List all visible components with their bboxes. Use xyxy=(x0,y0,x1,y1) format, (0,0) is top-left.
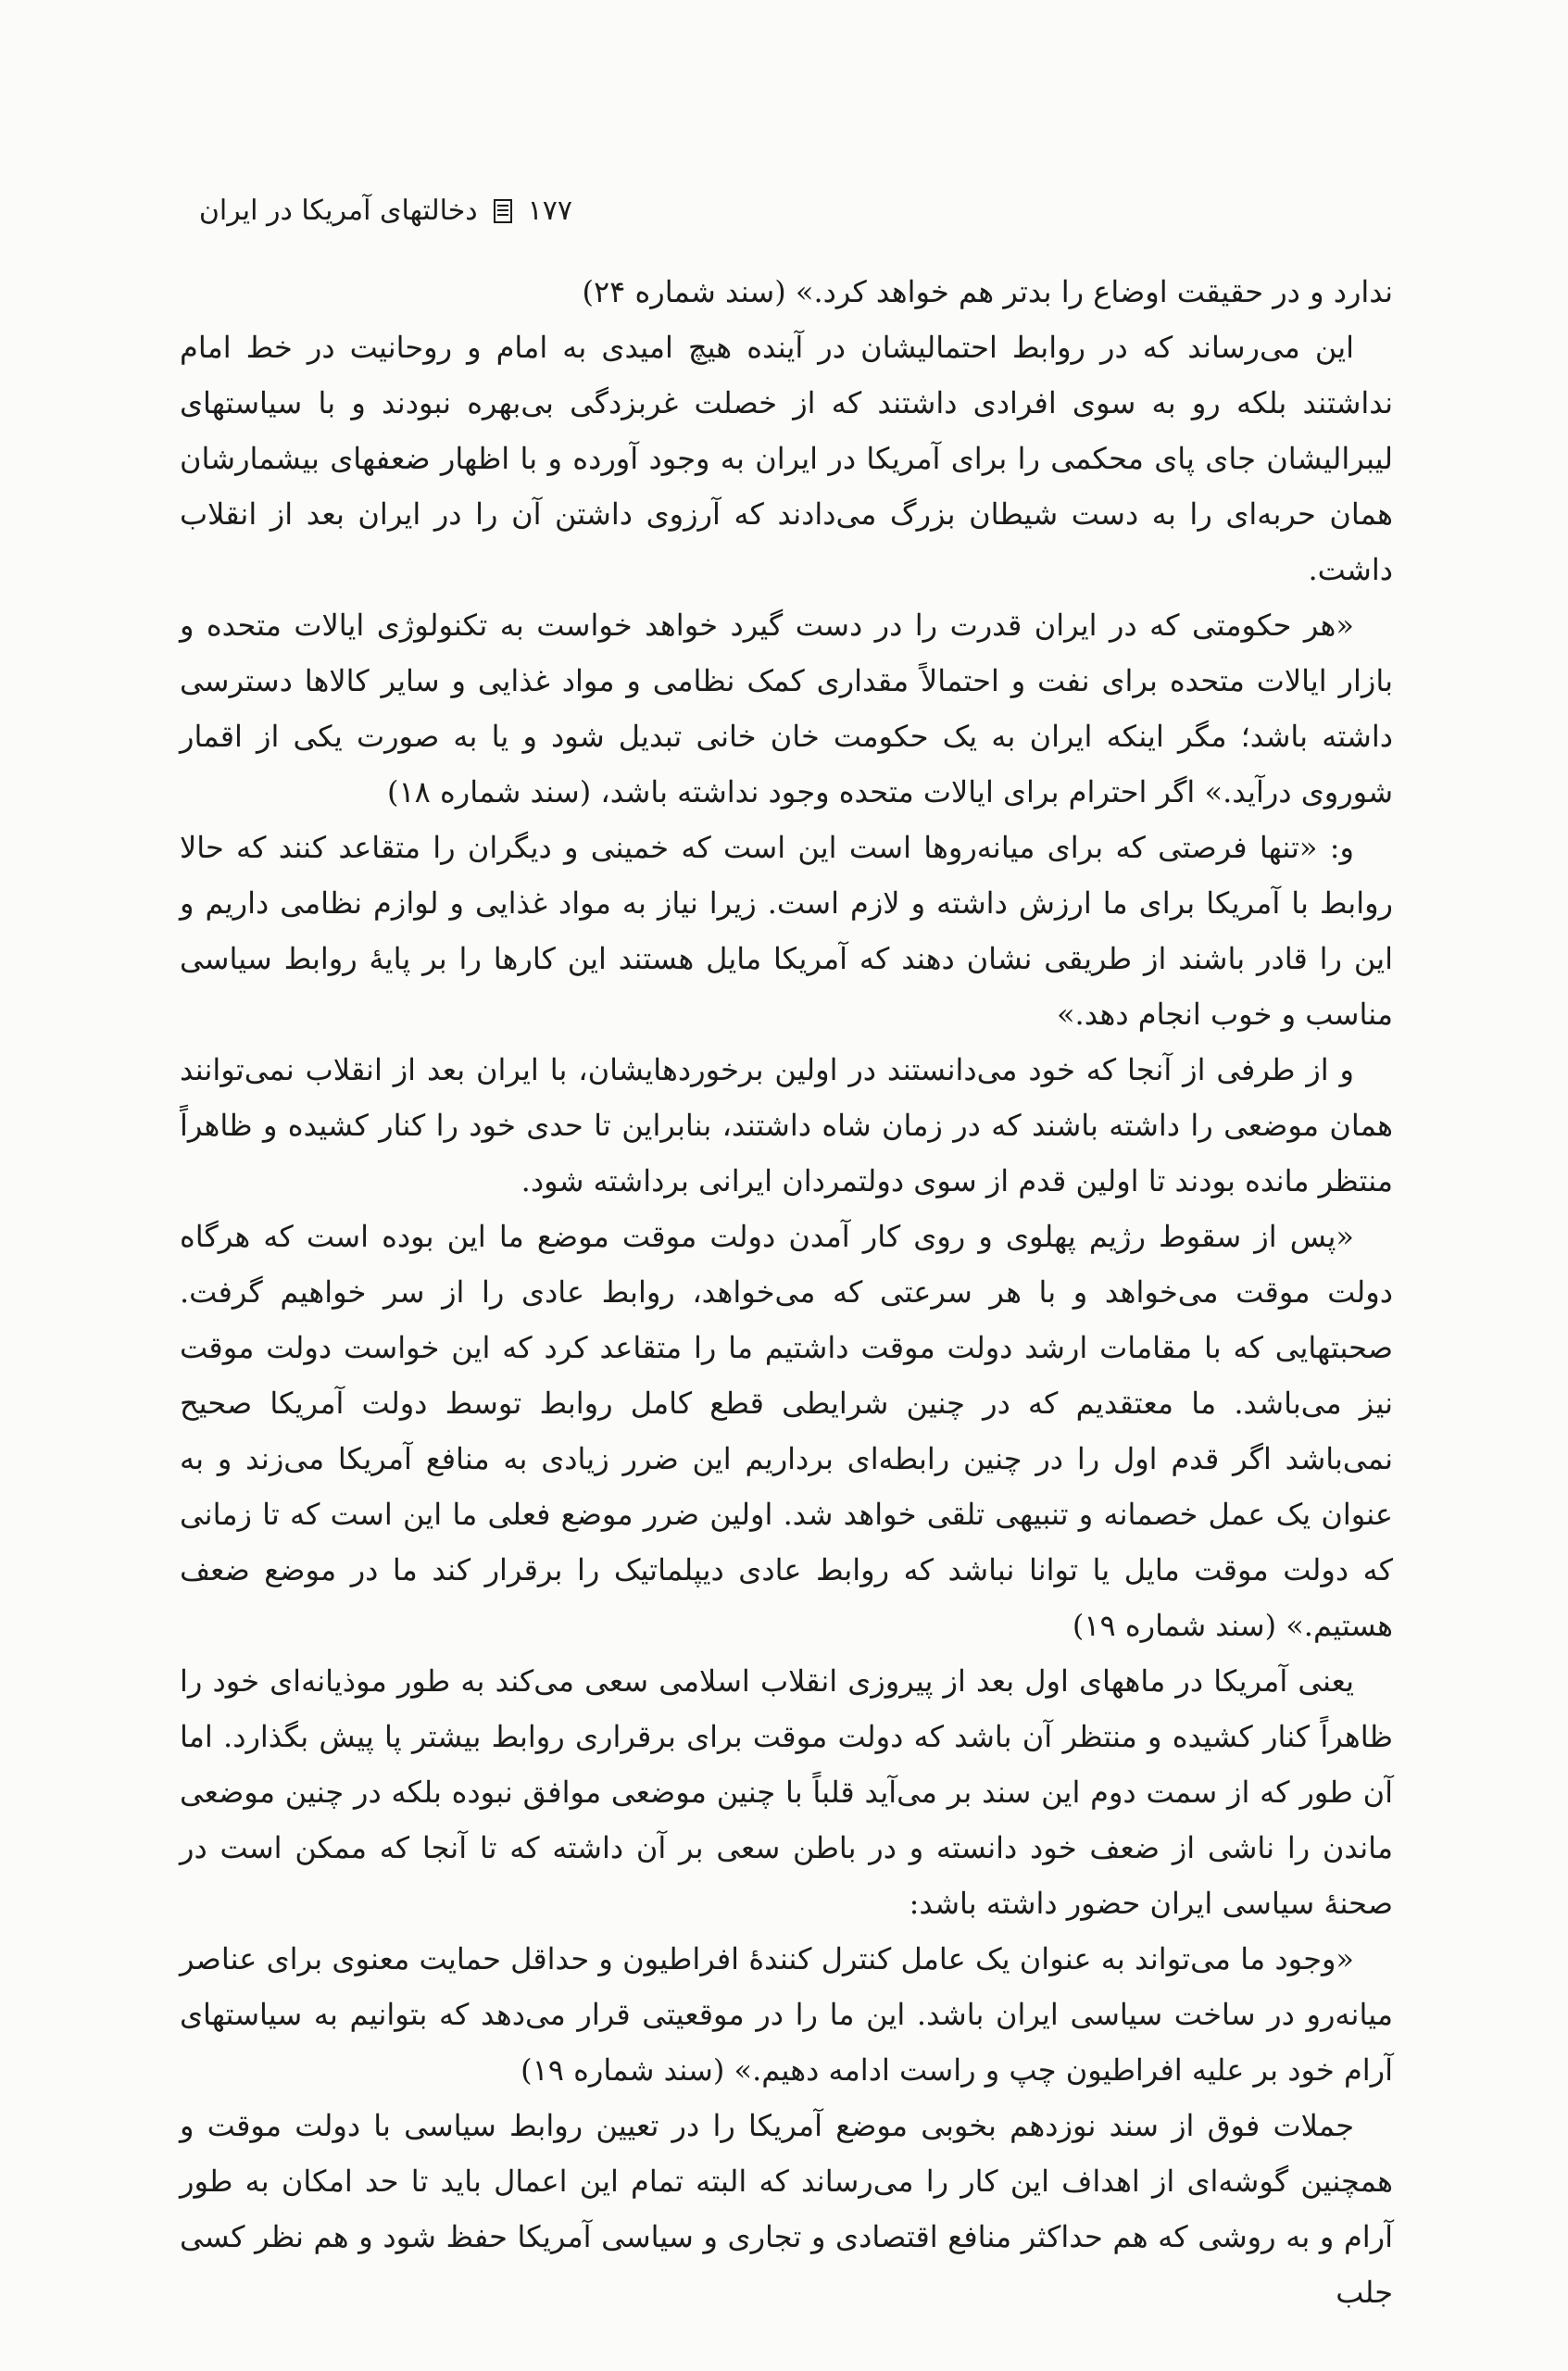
paragraph-8: «وجود ما می‌تواند به عنوان یک عامل کنترل کنندهٔ افراطیون و حداقل حمایت معنوی برای عناصر میانه‌رو در ساخت سیاسی ایران باشد. این ما را در موقعیتی قرار می‌دهد که بتوانیم به سیاستهای آرام خود بر علیه افراطیون چپ و راست ادامه دهیم.» (سند شماره ۱۹) xyxy=(180,1941,1393,2088)
paragraph-4: و: «تنها فرصتی که برای میانه‌روها است این است که خمینی و دیگران را متقاعد کنند که حالا روابط با آمریکا برای ما ارزش داشته و لازم است. زیرا نیاز به مواد غذایی و لوازم نظامی داریم و این را قادر باشند از طریقی نشان دهند که آمریکا مایل هستند این کارها را بر پایهٔ روابط سیاسی مناسب و خوب انجام دهد.» xyxy=(180,830,1394,1032)
document-icon xyxy=(491,197,515,225)
paragraph-3: «هر حکومتی که در ایران قدرت را در دست گیرد خواهد خواست به تکنولوژی ایالات متحده و بازار ایالات متحده برای نفت و احتمالاً مقداری کمک نظامی و مواد غذایی و سایر کالاها دسترسی داشته باشد؛ مگر اینکه ایران به یک حکومت خان خانی تبدیل شود و یا به صورت یکی از اقمار شوروی درآید.» اگر احترام برای ایالات متحده وجود نداشته باشد، (سند شماره ۱۸) xyxy=(180,608,1394,809)
paragraph-9: جملات فوق از سند نوزدهم بخوبی موضع آمریکا را در تعیین روابط سیاسی با دولت موقت و همچنین گوشه‌ای از اهداف این کار را می‌رساند که البته تمام این اعمال باید تا حد امکان به طور آرام و به روشی که هم حداکثر منافع اقتصادی و تجاری و سیاسی آمریکا حفظ شود و هم نظر کسی جلب xyxy=(180,2108,1394,2310)
paragraph-6: «پس از سقوط رژیم پهلوی و روی کار آمدن دولت موقت موضع ما این بوده است که هرگاه دولت موقت می‌خواهد و با هر سرعتی که می‌خواهد، روابط عادی را از سر خواهیم گرفت. صحبتهایی که با مقامات ارشد دولت موقت داشتیم ما را متقاعد کرد که این خواست دولت موقت نیز می‌باشد. ما معتقدیم که در چنین شرایطی قطع کامل روابط توسط دولت آمریکا صحیح نمی‌باشد اگر قدم اول را در چنین رابطه‌ای برداریم این ضرر زیادی به منافع آمریکا می‌زند و به عنوان یک عمل خصمانه و تنبیهی تلقی خواهد شد. اولین ضرر موضع فعلی ما این است که تا زمانی که دولت موقت مایل یا توانا نباشد که روابط عادی دیپلماتیک را برقرار کند ما در موضع ضعف هستیم.» (سند شماره ۱۹) xyxy=(180,1219,1393,1643)
main-text xyxy=(180,264,1394,2310)
running-header xyxy=(91,183,572,239)
running-title: دخالتهای آمریکا در ایران xyxy=(198,194,478,227)
paragraph-1: ندارد و در حقیقت اوضاع را بدتر هم خواهد کرد.» (سند شماره ۲۴) xyxy=(582,274,1393,309)
paragraph-2: این می‌رساند که در روابط احتمالیشان در آینده هیچ امیدی به امام و روحانیت در خط امام نداشتند بلکه رو به سوی افرادی داشتند که از خصلت غربزدگی بی‌بهره نبودند و با سیاستهای لیبرالیشان جای پای محکمی را برای آمریکا در ایران به وجود آورده و با اظهار ضعفهای بیشمارشان همان حربه‌ای را به دست شیطان بزرگ می‌دادند که آرزوی داشتن آن را در ایران بعد از انقلاب داشت. xyxy=(180,330,1393,587)
page-number: ۱۷۷ xyxy=(527,194,572,227)
paragraph-7: یعنی آمریکا در ماههای اول بعد از پیروزی انقلاب اسلامی سعی می‌کند به طور موذیانه‌ای خود را ظاهراً کنار کشیده و منتظر آن باشد که دولت موقت برای برقراری روابط بیشتر پا پیش بگذارد. اما آن طور که از سمت دوم این سند بر می‌آید قلباً با چنین موضعی موافق نبوده بلکه در چنین موضعی ماندن را ناشی از ضعف خود دانسته و در باطن سعی بر آن داشته که تا آنجا که ممکن است در صحنهٔ سیاسی ایران حضور داشته باشد: xyxy=(180,1663,1394,1921)
paragraph-5: و از طرفی از آنجا که خود می‌دانستند در اولین برخوردهایشان، با ایران بعد از انقلاب نمی‌توانند همان موضعی را داشته باشند که در زمان شاه داشتند، بنابراین تا حدی خود را کنار کشیده و ظاهراً منتظر مانده بودند تا اولین قدم از سوی دولتمردان ایرانی برداشته شود. xyxy=(180,1052,1393,1198)
